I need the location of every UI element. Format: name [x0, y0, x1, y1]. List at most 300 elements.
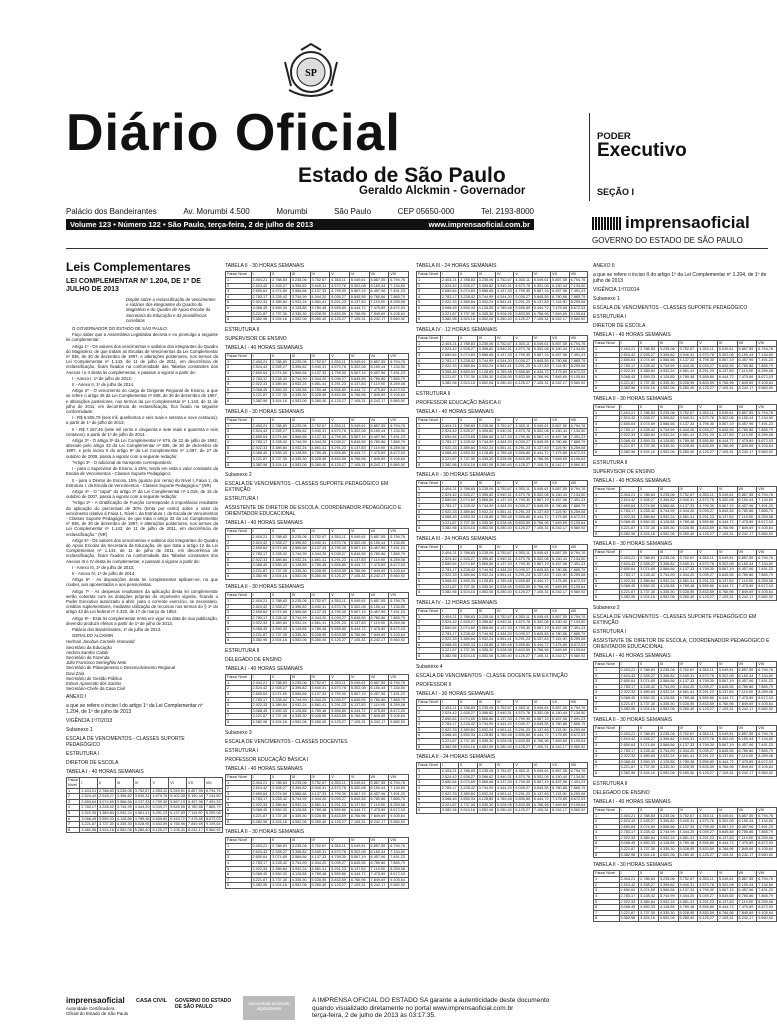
- footer-note-line1: A IMPRENSA OFICIAL DO ESTADO SA garante a autenticidade deste documento: [312, 997, 550, 1004]
- table-cell: 4.799,30: [514, 716, 532, 722]
- publisher-ribbon-icon: [592, 217, 622, 230]
- table-cell: 6.137,83: [532, 509, 550, 515]
- table-cell: 2.788,83: [459, 614, 477, 620]
- table-cell: 3: [417, 716, 441, 722]
- table-cell: 3.559,33: [459, 515, 477, 521]
- table-row: [417, 648, 588, 654]
- table-cell: 3.744,99: [477, 358, 495, 364]
- table-cell: 4.353,11: [698, 731, 718, 737]
- table-header-cell: I: [251, 272, 271, 278]
- table-header-cell: III: [658, 807, 678, 813]
- table-row: [417, 515, 588, 521]
- law-paragraph: O GOVERNADOR DO ESTADO DE SÃO PAULO:: [72, 326, 168, 332]
- table-cell: 7.105,31: [717, 707, 737, 713]
- table-cell: 7.105,31: [717, 531, 737, 537]
- table-cell: 3.752,67: [678, 668, 698, 674]
- table-cell: 4.344,20: [310, 861, 330, 867]
- table-row: [226, 393, 409, 399]
- table-cell: 6.125,27: [514, 744, 532, 750]
- table-cell: 3.221,87: [619, 589, 639, 595]
- table-cell: 8.242,17: [551, 317, 569, 323]
- table-cell: 4.570,76: [330, 283, 350, 289]
- table-cell: 2.928,27: [271, 686, 291, 692]
- table-header-cell: VIII: [389, 674, 409, 680]
- table-cell: 2.928,27: [639, 352, 659, 358]
- table-cell: 2.524,42: [619, 882, 639, 888]
- table-cell: 6: [417, 451, 441, 457]
- table-heading: TABELA II - 30 HORAS SEMANAIS: [225, 408, 305, 415]
- table-cell: 3.228,42: [639, 830, 659, 836]
- table-row: [417, 780, 588, 786]
- table-cell: 2.928,27: [639, 673, 659, 679]
- table-cell: 4.128,85: [477, 451, 495, 457]
- table-cell: 4.335,30: [658, 589, 678, 595]
- table-cell: 5.049,61: [349, 780, 369, 786]
- table-cell: 4: [226, 440, 252, 446]
- table-cell: 2.788,83: [271, 278, 291, 284]
- table-cell: 6.150,44: [369, 540, 389, 546]
- table-cell: 3.932,24: [477, 637, 495, 643]
- table-row: [417, 556, 588, 562]
- table-cell: 5.039,27: [330, 697, 350, 703]
- table-header-cell: VI: [169, 778, 187, 788]
- table-cell: 5.291,23: [514, 364, 532, 370]
- table-row: [226, 714, 409, 720]
- table-header-cell: I: [440, 608, 458, 614]
- table-cell: 4.137,33: [496, 780, 514, 786]
- table-cell: 6.137,83: [717, 578, 737, 584]
- table-header-cell: VI: [717, 871, 737, 877]
- table-cell: 7.475,89: [551, 578, 569, 584]
- table-cell: 6: [417, 515, 441, 521]
- table-cell: 2.928,27: [639, 737, 659, 743]
- table-cell: 3.228,42: [459, 722, 477, 728]
- table-heading: Subanexo 4: [416, 663, 443, 670]
- table-cell: 2.783,17: [440, 504, 458, 510]
- table-cell: 2.788,83: [459, 423, 477, 429]
- table-cell: 5.028,95: [496, 802, 514, 808]
- table-cell: 8.672,03: [389, 387, 409, 393]
- table-cell: 3.940,31: [678, 673, 698, 679]
- table-cell: 4: [67, 805, 80, 811]
- table-cell: 6.444,72: [717, 695, 737, 701]
- table-heading: TABELA II - 24 HORAS SEMANAIS: [416, 754, 496, 761]
- table-cell: 3.068,45: [619, 520, 639, 526]
- table-cell: 3.559,33: [271, 451, 291, 457]
- table-row: [417, 364, 588, 370]
- table-cell: 6.125,27: [330, 317, 350, 323]
- table-cell: 2.524,42: [440, 283, 458, 289]
- table-cell: 8.242,17: [188, 827, 203, 832]
- table-cell: 4: [594, 363, 620, 369]
- table-cell: 3.559,33: [459, 733, 477, 739]
- table-cell: 2: [417, 556, 441, 562]
- table-row: [417, 492, 588, 498]
- table-cell: 3.566,66: [477, 562, 495, 568]
- table-row: [417, 300, 588, 306]
- table-cell: 5.039,27: [514, 358, 532, 364]
- table-cell: 2.928,27: [271, 540, 291, 546]
- table-cell: 2.928,27: [639, 498, 659, 504]
- table-cell: 9.105,64: [569, 648, 587, 654]
- table-cell: 6.150,44: [737, 416, 757, 422]
- table-cell: 1: [417, 487, 441, 493]
- table-cell: 5.291,23: [698, 433, 718, 439]
- table-row: [594, 556, 777, 562]
- table-cell: 2.524,42: [251, 786, 271, 792]
- table-cell: 2.788,83: [459, 341, 477, 347]
- table-cell: 3.068,45: [440, 733, 458, 739]
- table-row: [226, 278, 409, 284]
- table-cell: 6.766,96: [349, 877, 369, 883]
- table-cell: 4.561,41: [310, 866, 330, 872]
- table-heading: Subanexo 2: [225, 472, 252, 479]
- table-cell: 3.228,42: [639, 427, 659, 433]
- table-cell: 4.789,48: [310, 808, 330, 814]
- table-cell: 5.567,19: [717, 358, 737, 364]
- table-cell: 7.491,23: [757, 358, 777, 364]
- table-cell: 8.242,17: [737, 386, 757, 392]
- table-cell: 4.799,30: [514, 498, 532, 504]
- table-cell: 7.119,90: [551, 300, 569, 306]
- table-cell: 7.475,89: [369, 808, 389, 814]
- table-cell: 6.125,27: [330, 638, 350, 644]
- table-cell: 5.291,23: [330, 300, 350, 306]
- table-cell: 3.074,69: [639, 567, 659, 573]
- table-row: [594, 759, 777, 765]
- table-cell: 3.744,99: [290, 615, 310, 621]
- table-row: [594, 380, 777, 386]
- table-cell: 4.353,11: [698, 410, 718, 416]
- table-row: [417, 520, 588, 526]
- table-header-cell: VI: [532, 272, 550, 278]
- table-cell: 4.344,20: [678, 830, 698, 836]
- table-header-cell: III: [658, 341, 678, 347]
- table-cell: 5.833,59: [698, 589, 718, 595]
- masthead-governor: Geraldo Alckmin - Governador: [359, 185, 526, 197]
- salary-table: [416, 480, 588, 532]
- anexo-line: ANEXO I: [66, 694, 87, 701]
- table-cell: 7.865,79: [757, 894, 777, 900]
- table-cell: 9.560,92: [389, 317, 409, 323]
- table-header-cell: V: [514, 763, 532, 769]
- table-cell: 3.932,24: [658, 690, 678, 696]
- table-row: [594, 888, 777, 894]
- table-cell: 3.924,16: [639, 707, 659, 713]
- issue-site-link[interactable]: www.imprensaoficial.com.br: [428, 220, 530, 229]
- table-row: [594, 567, 777, 573]
- table-cell: 8.259,08: [757, 754, 777, 760]
- table-cell: 6.457,96: [737, 421, 757, 427]
- table-header-cell: V: [330, 774, 350, 780]
- table-cell: 3: [417, 625, 441, 631]
- table-cell: 4.789,48: [678, 438, 698, 444]
- table-cell: 8.672,03: [569, 305, 587, 311]
- table-cell: 8: [417, 462, 441, 468]
- table-cell: 4.353,11: [698, 668, 718, 674]
- table-cell: 3.744,99: [658, 427, 678, 433]
- table-cell: 5.857,55: [188, 788, 203, 793]
- table-cell: 5.555,80: [698, 759, 718, 765]
- table-cell: 7.849,69: [551, 584, 569, 590]
- table-cell: 4.552,06: [477, 462, 495, 468]
- table-cell: 8: [67, 827, 80, 833]
- table-cell: 7.849,69: [551, 648, 569, 654]
- table-cell: 3.382,96: [440, 462, 458, 468]
- table-cell: 3.396,82: [290, 540, 310, 546]
- table-cell: 5.857,55: [369, 844, 389, 850]
- table-cell: 4.570,76: [330, 686, 350, 692]
- table-cell: 4.789,48: [678, 584, 698, 590]
- table-cell: 4.789,48: [310, 872, 330, 878]
- table-cell: 5.857,55: [551, 614, 569, 620]
- table-header-cell: V: [151, 778, 169, 788]
- table-cell: 5.857,55: [737, 492, 757, 498]
- table-row: [417, 551, 588, 557]
- table-cell: 4.335,30: [658, 444, 678, 450]
- table-cell: 6.125,27: [698, 770, 718, 776]
- table-cell: 5.291,23: [330, 445, 350, 451]
- table-cell: 6.444,72: [532, 733, 550, 739]
- table-cell: 3.396,82: [477, 556, 495, 562]
- table-cell: 4.799,30: [330, 791, 350, 797]
- table-cell: 3.737,30: [99, 822, 114, 827]
- table-cell: 7.119,90: [737, 754, 757, 760]
- table-cell: 5.302,08: [717, 737, 737, 743]
- salary-table: [416, 762, 588, 814]
- table-header-cell: VII: [737, 550, 757, 556]
- table-header-cell: VI: [349, 353, 369, 359]
- table-row: [417, 631, 588, 637]
- table-cell: 5.567,19: [717, 503, 737, 509]
- table-cell: 4.561,41: [496, 509, 514, 515]
- table-cell: 3.737,30: [639, 589, 659, 595]
- table-header-cell: VII: [369, 417, 389, 423]
- table-cell: 5.845,55: [349, 697, 369, 703]
- table-cell: 5.291,23: [514, 573, 532, 579]
- table-cell: 6.457,96: [369, 791, 389, 797]
- table-cell: 7: [594, 444, 620, 450]
- table-cell: 3.752,67: [678, 492, 698, 498]
- table-cell: 4: [594, 748, 620, 754]
- table-cell: 7.134,50: [389, 429, 409, 435]
- table-cell: 4.137,33: [678, 503, 698, 509]
- table-cell: 2.404,21: [619, 813, 639, 819]
- table-header-cell: VI: [349, 272, 369, 278]
- table-cell: 8.259,08: [757, 578, 777, 584]
- table-cell: 4.552,06: [477, 380, 495, 386]
- table-row: [594, 813, 777, 819]
- table-cell: 3.389,84: [459, 727, 477, 733]
- table-cell: 6.457,96: [369, 434, 389, 440]
- table-cell: 4.552,06: [658, 386, 678, 392]
- table-cell: 7.475,89: [369, 708, 389, 714]
- table-cell: 8: [417, 653, 441, 659]
- table-cell: 7.134,50: [389, 686, 409, 692]
- law-paragraph: Artigo 5º - Os valores dos vencimentos e salários dos integrantes do Quadro de Apoio Escolar da Secretaria da Educação, de que trata o artigo 12 da Lei Complementar nº 1.144, de 11 de julho de 2011, em decorrência de reclassificação, ficam fixados na conformidade das Tabelas constantes dos Anexos III e IV desta lei complementar, e passam a vigorar a partir de:: [66, 537, 218, 564]
- table-cell: 7.491,23: [389, 434, 409, 440]
- table-cell: 2.922,33: [619, 899, 639, 905]
- table-cell: 4.799,30: [698, 503, 718, 509]
- signatory-line: Júlio Francisco Semeghini Neto: [66, 660, 127, 666]
- table-cell: 6.150,44: [737, 498, 757, 504]
- table-cell: 3.228,42: [99, 805, 114, 810]
- table-cell: 5.291,23: [330, 866, 350, 872]
- table-cell: 5.049,61: [532, 487, 550, 493]
- table-cell: 6.780,86: [737, 363, 757, 369]
- table-header-cell: IV: [310, 417, 330, 423]
- table-cell: 3.389,84: [459, 445, 477, 451]
- table-cell: 7.119,90: [369, 382, 389, 388]
- table-cell: 4.335,30: [477, 457, 495, 463]
- table-cell: 3.221,87: [440, 375, 458, 381]
- table-header-cell: Faixa/ Nível: [417, 763, 441, 769]
- table-cell: 5.555,80: [698, 841, 718, 847]
- table-cell: 3.074,69: [459, 716, 477, 722]
- table-cell: 5.049,61: [349, 844, 369, 850]
- table-cell: 7.105,31: [717, 449, 737, 455]
- table-cell: 2: [226, 365, 252, 371]
- table-cell: 5: [417, 364, 441, 370]
- table-header-cell: IV: [678, 341, 698, 347]
- table-cell: 4.335,30: [477, 375, 495, 381]
- table-cell: 4.335,30: [658, 847, 678, 853]
- table-row: [417, 305, 588, 311]
- salary-table: [416, 417, 588, 469]
- table-cell: 2.404,21: [440, 278, 458, 284]
- table-row: [67, 827, 223, 833]
- table-heading: SUPERVISOR DE ENSINO: [593, 468, 655, 475]
- table-row: [594, 363, 777, 369]
- table-cell: 5.028,95: [134, 822, 150, 827]
- table-cell: 3.752,67: [310, 780, 330, 786]
- table-cell: 3.559,33: [271, 808, 291, 814]
- table-cell: 7.865,79: [569, 358, 587, 364]
- table-cell: 7.491,23: [757, 421, 777, 427]
- table-cell: 6.125,27: [330, 883, 350, 889]
- table-cell: 6.794,76: [389, 844, 409, 850]
- table-cell: 8: [226, 719, 252, 725]
- table-cell: 4.335,30: [290, 568, 310, 574]
- table-cell: 3.221,87: [251, 568, 271, 574]
- table-row: [226, 686, 409, 692]
- table-cell: 7.119,90: [551, 791, 569, 797]
- table-row: [594, 520, 777, 526]
- table-cell: 7: [417, 648, 441, 654]
- table-heading: ESTRUTURA II: [593, 780, 628, 787]
- table-cell: 6.794,76: [389, 359, 409, 365]
- anexo-line: DIRETOR DE ESCOLA: [66, 760, 119, 767]
- table-cell: 3.235,06: [658, 668, 678, 674]
- table-cell: 5.280,40: [310, 398, 330, 404]
- table-cell: 9.105,64: [389, 877, 409, 883]
- table-cell: 7.119,90: [369, 557, 389, 563]
- table-cell: 5.049,61: [717, 347, 737, 353]
- table-cell: 6.794,76: [569, 423, 587, 429]
- table-cell: 6: [226, 626, 252, 632]
- table-header-cell: III: [658, 404, 678, 410]
- table-cell: 5.302,08: [717, 673, 737, 679]
- table-cell: 5.857,55: [551, 341, 569, 347]
- table-cell: 4.335,30: [658, 380, 678, 386]
- table-cell: 2.922,33: [251, 382, 271, 388]
- table-cell: 2.928,27: [459, 429, 477, 435]
- table-cell: 8.672,03: [757, 438, 777, 444]
- table-cell: 4.353,11: [514, 278, 532, 284]
- table-cell: 9.560,92: [389, 819, 409, 825]
- table-cell: 2: [594, 819, 620, 825]
- table-header-cell: V: [698, 550, 718, 556]
- table-cell: 3.932,24: [290, 703, 310, 709]
- salary-table: [593, 549, 777, 601]
- table-cell: 3.074,69: [271, 691, 291, 697]
- address-cep: CEP 05650-000: [397, 207, 455, 216]
- table-row: [417, 423, 588, 429]
- table-cell: 2.928,27: [271, 429, 291, 435]
- table-cell: 7.849,69: [369, 714, 389, 720]
- table-cell: 7.865,79: [757, 427, 777, 433]
- table-cell: 4.335,30: [290, 714, 310, 720]
- table-cell: 2.404,21: [251, 359, 271, 365]
- table-cell: 4.137,33: [496, 289, 514, 295]
- table-cell: 5.028,95: [678, 847, 698, 853]
- table-cell: 6.794,76: [569, 278, 587, 284]
- table-cell: 6.766,96: [717, 380, 737, 386]
- table-cell: 5.845,55: [349, 615, 369, 621]
- table-cell: 3.382,96: [440, 526, 458, 532]
- table-header-cell: I: [251, 593, 271, 599]
- table-row: [594, 668, 777, 674]
- table-cell: 2.650,64: [440, 498, 458, 504]
- table-cell: 3.932,24: [116, 810, 132, 815]
- table-cell: 3.235,06: [477, 423, 495, 429]
- salary-table: [66, 777, 223, 833]
- table-cell: 3.744,99: [290, 797, 310, 803]
- table-cell: 5.845,55: [532, 294, 550, 300]
- table-cell: 6.137,83: [532, 573, 550, 579]
- table-cell: 5.028,95: [678, 380, 698, 386]
- table-cell: 6.457,96: [551, 498, 569, 504]
- table-cell: 2.650,64: [440, 625, 458, 631]
- table-cell: 8.672,03: [757, 584, 777, 590]
- table-cell: 4.344,20: [496, 786, 514, 792]
- table-cell: 6.125,27: [698, 531, 718, 537]
- table-cell: 4: [226, 797, 252, 803]
- table-cell: 5.857,55: [737, 668, 757, 674]
- table-row: [226, 398, 409, 404]
- table-cell: 5.857,55: [737, 731, 757, 737]
- table-cell: 3.068,45: [251, 451, 271, 457]
- footer-gov-line1: GOVERNO DO ESTADO: [175, 998, 232, 1004]
- table-cell: 4.353,11: [330, 359, 350, 365]
- table-cell: 8: [594, 770, 620, 776]
- table-cell: 3.559,33: [271, 708, 291, 714]
- table-cell: 4.353,11: [514, 551, 532, 557]
- table-cell: 5.555,80: [514, 733, 532, 739]
- table-row: [417, 317, 588, 323]
- table-cell: 5.039,27: [330, 440, 350, 446]
- table-cell: 6.794,76: [569, 769, 587, 775]
- table-cell: 2.404,21: [440, 614, 458, 620]
- table-cell: 3.932,24: [658, 369, 678, 375]
- table-cell: 4.561,41: [310, 802, 330, 808]
- table-cell: 5: [417, 300, 441, 306]
- table-cell: 6.766,96: [717, 526, 737, 532]
- table-row: [594, 531, 777, 537]
- table-row: [417, 642, 588, 648]
- table-cell: 3.074,69: [271, 370, 291, 376]
- table-cell: 6.457,96: [551, 780, 569, 786]
